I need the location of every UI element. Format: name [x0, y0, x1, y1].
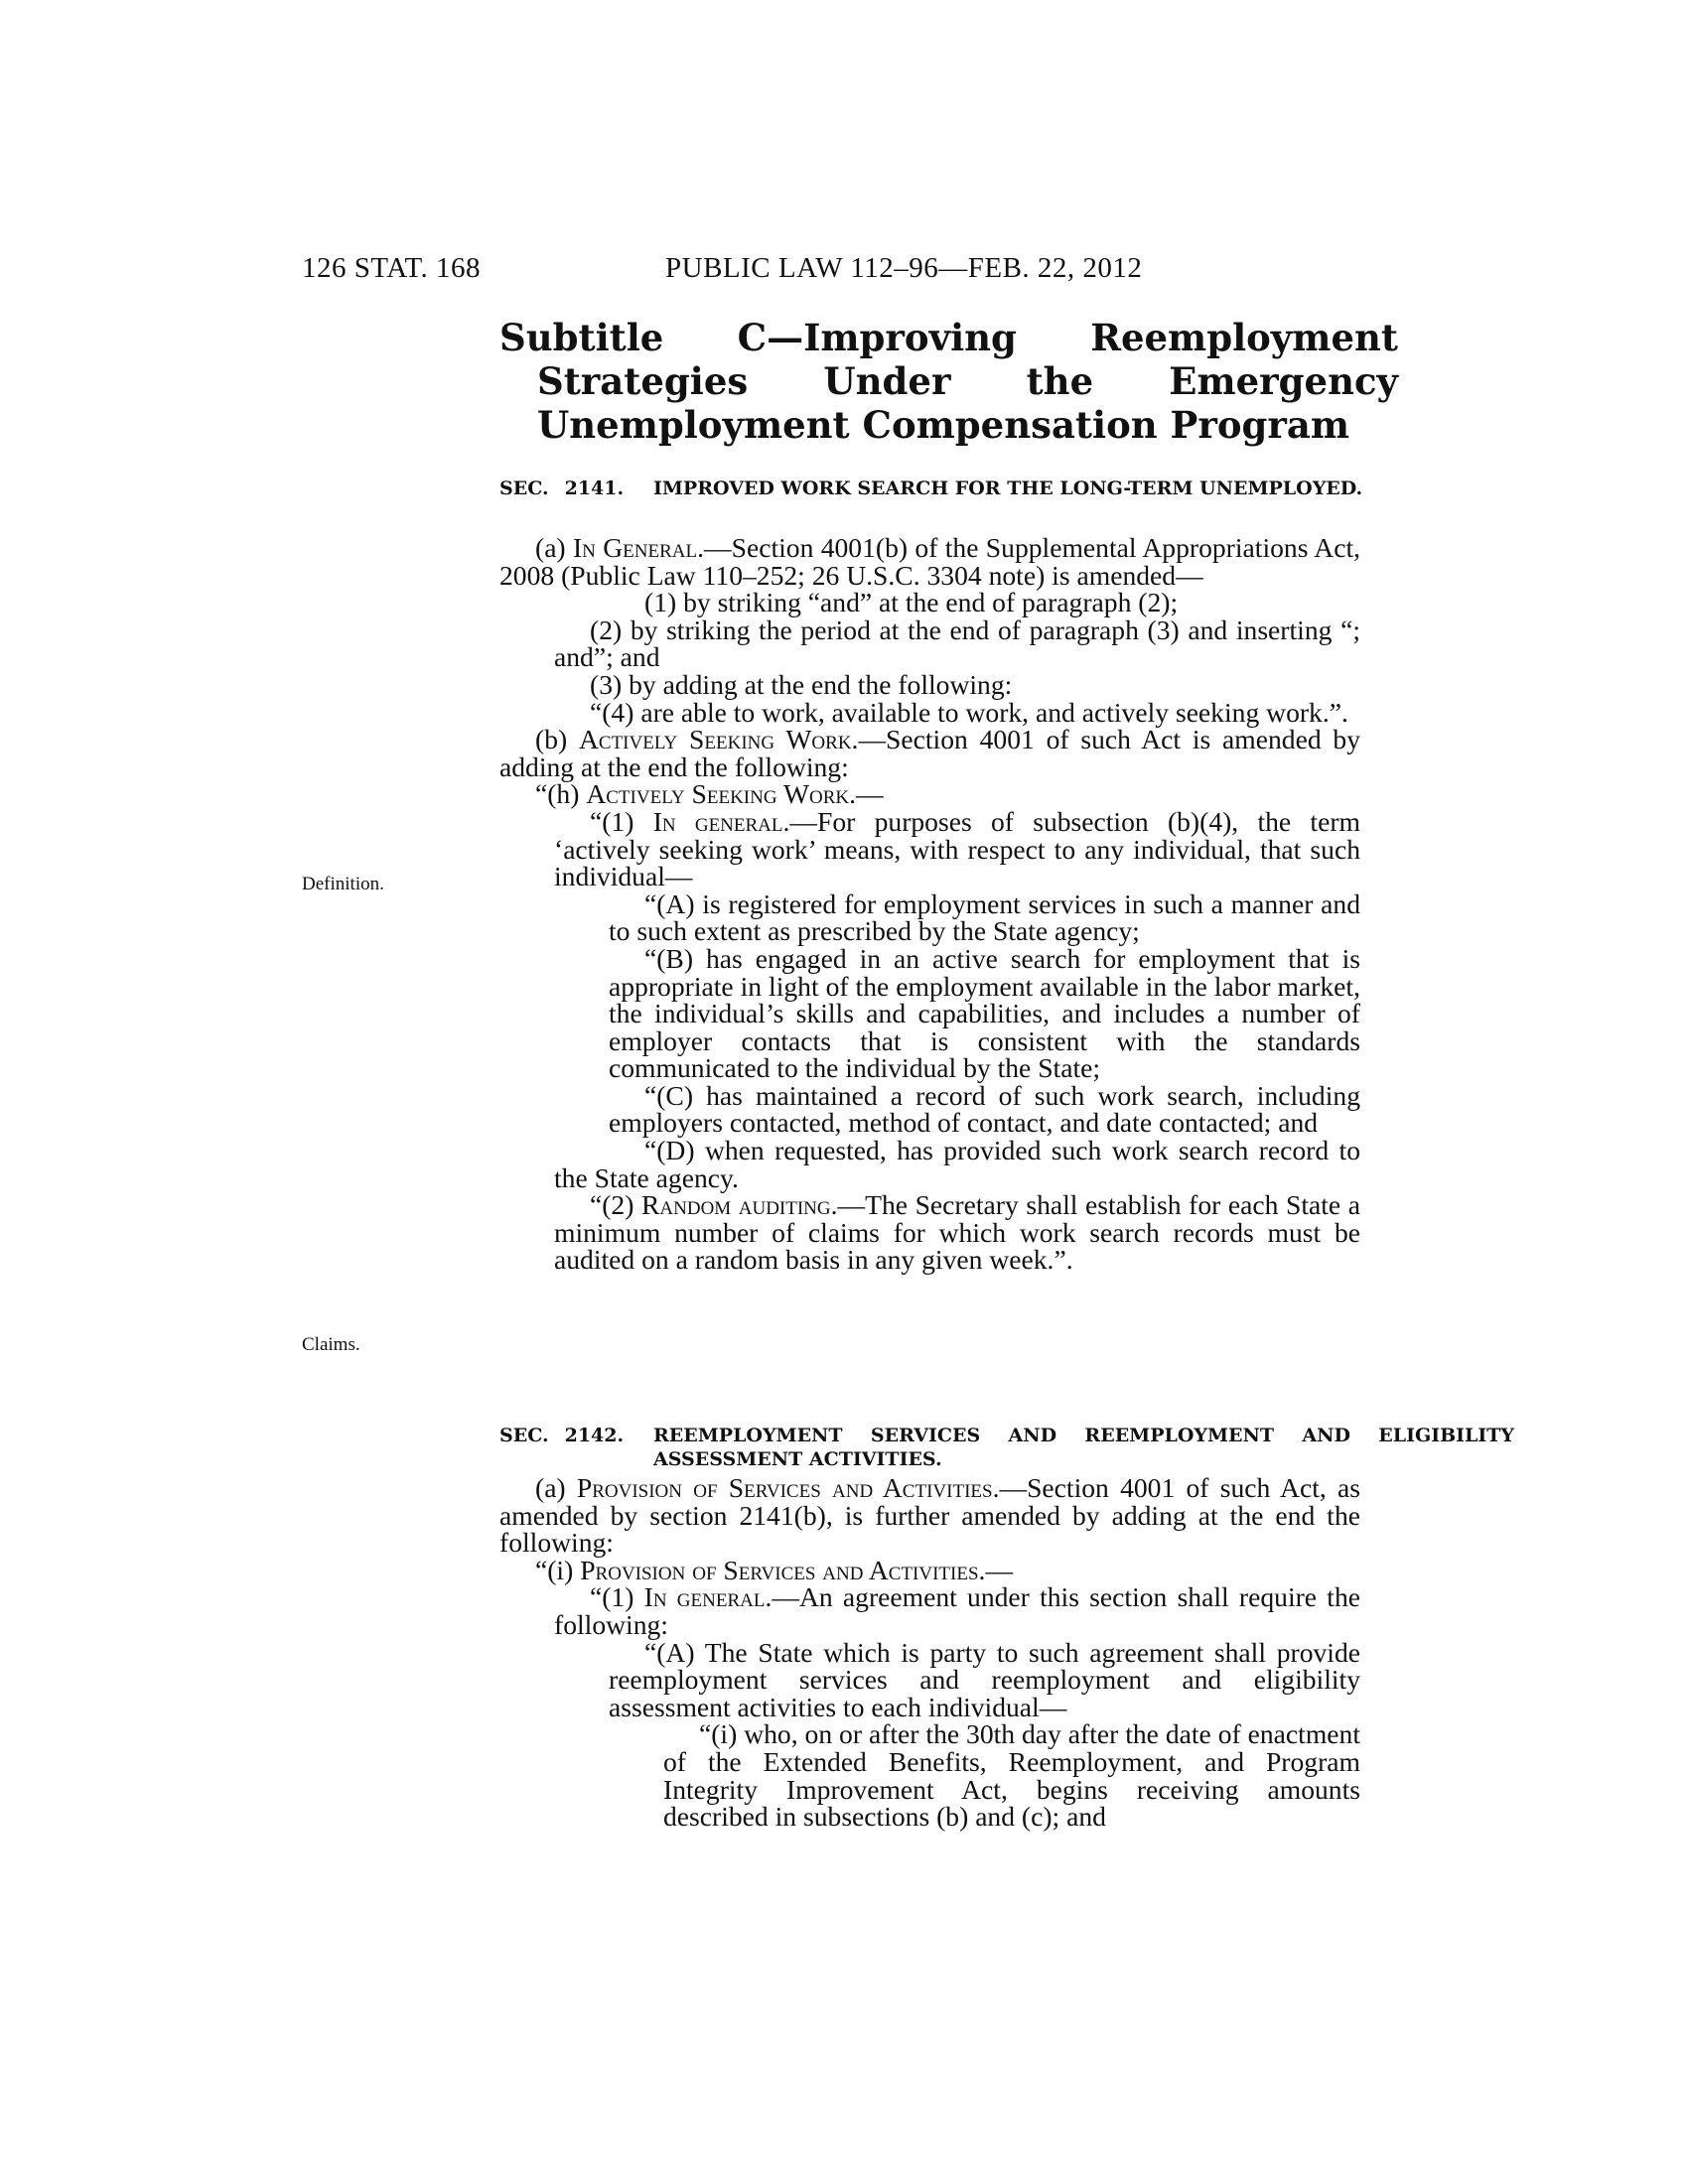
- clause-i: [499, 1718, 1360, 1833]
- subsection-heading: Actively Seeking Work: [586, 778, 850, 810]
- margin-note-definition: Definition.: [302, 874, 384, 894]
- label: “(i): [535, 1554, 581, 1585]
- section-title: REEMPLOYMENT SERVICES AND REEMPLOYMENT AND ELIGIBILITY ASSESSMENT ACTIVITIES.: [653, 1425, 1514, 1470]
- paragraph-4: [499, 696, 1360, 728]
- paragraph-h1: [499, 805, 1360, 892]
- subparagraph-text: “(D) when requested, has provided such work search record to the State agency.: [554, 1135, 1360, 1193]
- section-2142-body: [499, 1474, 1360, 1831]
- paragraph-text: “(4) are able to work, available to work, and actively seeking work.”.: [590, 696, 1348, 728]
- subparagraph-text: “(A) The State which is party to such agreement shall provide reemployment services and reemployment and eligibility assessment activities to each individual—: [609, 1636, 1360, 1722]
- subsection-b: [499, 726, 1360, 780]
- paragraph-heading: In general: [652, 805, 783, 837]
- subparagraph-B: [499, 942, 1360, 1084]
- section-number: 2141.: [564, 478, 625, 499]
- section-2142-heading: [499, 1424, 1514, 1471]
- subsection-heading: Actively Seeking Work: [578, 724, 852, 755]
- subparagraph-text: “(B) has engaged in an active search for employment that is appropriate in light of the employment available in the labor market, the individual’s skills and capabilities, and includes a number of employer contacts that is consistent with the standards communicated to the individual by the State;: [609, 942, 1360, 1084]
- subparagraph-C: [499, 1079, 1360, 1139]
- subsection-text: .—: [978, 1554, 1014, 1585]
- paragraph-text: .—The Secretary shall establish for each State a minimum number of claims for which work search records must be audited on a random basis in any given week.”.: [554, 1189, 1360, 1276]
- subparagraph-text: “(C) has maintained a record of such work search, including employers contacted, method of contact, and date contacted; and: [609, 1079, 1360, 1139]
- paragraph-heading: Random auditing: [641, 1189, 831, 1221]
- subsection-h: [499, 780, 1360, 808]
- paragraph-text: .—For purposes of subsection (b)(4), the term ‘actively seeking work’ means, with respect to any individual, that such individual—: [554, 805, 1360, 892]
- label: “(1): [590, 1581, 644, 1613]
- label: “(h): [535, 778, 587, 810]
- label: (a): [535, 532, 573, 563]
- paragraph-2: [499, 616, 1360, 671]
- subsection-text: .—Section 4001 of such Act is amended by adding at the end the following:: [499, 724, 1360, 782]
- subsection-a: [499, 1474, 1360, 1557]
- subparagraph-text: “(A) is registered for employment services in such a manner and to such extent as prescribed by the State agency;: [609, 887, 1360, 947]
- subparagraph-D: [499, 1137, 1360, 1191]
- subsection-text: .—: [849, 778, 884, 810]
- section-title: IMPROVED WORK SEARCH FOR THE LONG-TERM UNEMPLOYED.: [653, 478, 1363, 499]
- subtitle-heading: Subtitle C—Improving Reemployment Strategies Under the Emergency Unemployment Compensation Program: [499, 316, 1398, 447]
- paragraph-1: [554, 589, 1360, 616]
- sec-keyword: SEC.: [499, 1425, 549, 1446]
- section-2141-body: [499, 534, 1360, 1274]
- label: “(1): [590, 805, 653, 837]
- subsection-i: [499, 1554, 1360, 1585]
- subsection-text: .—Section 4001(b) of the Supplemental Appropriations Act, 2008 (Public Law 110–252; 26 U.S.C. 3304 note) is amended—: [499, 532, 1361, 591]
- subsection-heading: Provision of Services and Activities: [576, 1472, 993, 1503]
- running-header: PUBLIC LAW 112–96—FEB. 22, 2012: [665, 252, 1143, 284]
- margin-note-claims: Claims.: [302, 1334, 360, 1355]
- paragraph-h2: [499, 1191, 1360, 1274]
- subsection-a: [499, 534, 1360, 589]
- paragraph-text: (3) by adding at the end the following:: [590, 668, 1013, 700]
- paragraph-i1: [499, 1583, 1360, 1638]
- clause-text: “(i) who, on or after the 30th day after the date of enactment of the Extended Benefits, Reemployment, and Program Integrity Improvement Act, begins receiving amounts described in subsections (b) and (c); and: [663, 1718, 1360, 1833]
- label: (a): [535, 1472, 577, 1503]
- paragraph-text: (1) by striking “and” at the end of paragraph (2);: [644, 587, 1179, 618]
- paragraph-text: .—An agreement under this section shall require the following:: [554, 1581, 1360, 1640]
- subparagraph-A: [499, 887, 1360, 947]
- subsection-text: .—Section 4001 of such Act, as amended by section 2141(b), is further amended by adding at the end the following:: [499, 1472, 1360, 1559]
- statute-page-number: 126 STAT. 168: [302, 252, 482, 284]
- sec-keyword: SEC.: [499, 478, 549, 499]
- label: “(2): [590, 1189, 641, 1221]
- subsection-heading: Provision of Services and Activities: [580, 1554, 979, 1585]
- label: (b): [535, 724, 579, 755]
- section-2141-heading: [499, 477, 1514, 500]
- paragraph-heading: In general: [643, 1581, 766, 1613]
- paragraph-text: (2) by striking the period at the end of paragraph (3) and inserting “; and”; and: [554, 614, 1360, 673]
- section-number: 2142.: [564, 1425, 625, 1446]
- subsection-heading: In General: [572, 532, 698, 563]
- paragraph-3: [499, 668, 1360, 700]
- subparagraph-A: [499, 1636, 1360, 1722]
